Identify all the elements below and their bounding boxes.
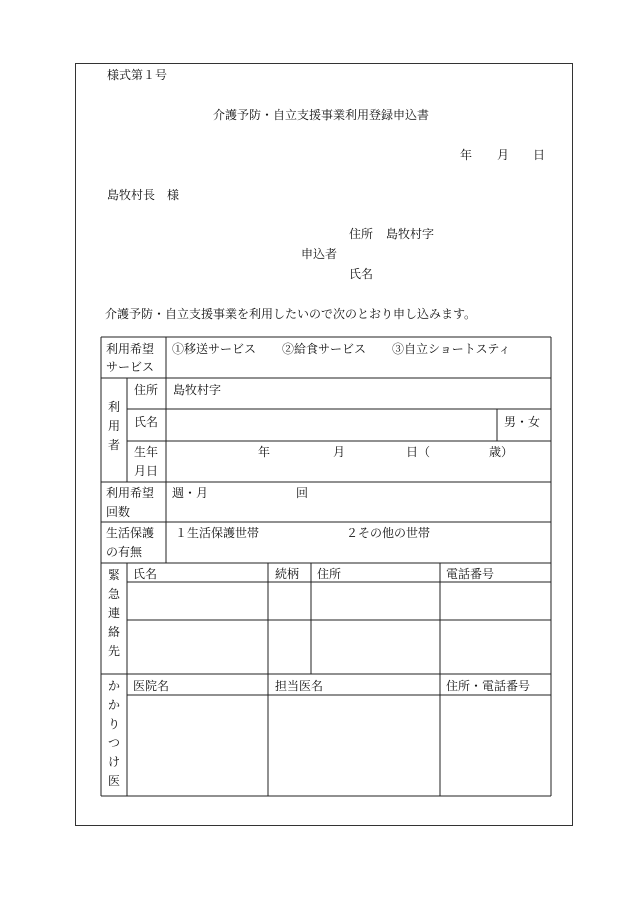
welfare-label-1: 生活保護 bbox=[106, 526, 155, 540]
service-label-1: 利用希望 bbox=[106, 342, 155, 356]
user-birth-day: 日（ bbox=[406, 445, 431, 459]
welfare-option-2: ２その他の世帯 bbox=[346, 526, 431, 540]
doctor-header-physician: 担当医名 bbox=[275, 679, 324, 693]
emergency-header-relation: 続柄 bbox=[275, 567, 300, 581]
applicant-address-value: 島牧村字 bbox=[386, 227, 435, 241]
date-month: 月 bbox=[497, 148, 510, 162]
applicant-address-label: 住所 bbox=[349, 227, 374, 241]
service-option-1: ①移送サービス bbox=[172, 342, 257, 356]
frequency-unit: 週・月 bbox=[172, 486, 209, 500]
applicant-label: 申込者 bbox=[301, 247, 338, 261]
user-birth-age: 歳） bbox=[489, 445, 514, 459]
user-gender: 男・女 bbox=[504, 415, 541, 429]
intro-text: 介護予防・自立支援事業を利用したいので次のとおり申し込みます。 bbox=[105, 307, 477, 321]
user-birth-label-1: 生年 bbox=[134, 445, 159, 459]
service-label-2: サービス bbox=[106, 360, 155, 374]
emergency-header-phone: 電話番号 bbox=[446, 567, 495, 581]
user-birth-month: 月 bbox=[333, 445, 346, 459]
doctor-section-label: かかりつけ医 bbox=[107, 679, 120, 788]
applicant-name-label: 氏名 bbox=[349, 267, 374, 281]
service-option-3: ③自立ショートスティ bbox=[392, 342, 511, 356]
emergency-header-name: 氏名 bbox=[133, 567, 158, 581]
doctor-header-clinic: 医院名 bbox=[133, 679, 170, 693]
emergency-header-address: 住所 bbox=[317, 567, 342, 581]
recipient: 島牧村長 様 bbox=[107, 188, 180, 202]
user-address-value: 島牧村字 bbox=[173, 383, 222, 397]
service-option-2: ②給食サービス bbox=[282, 342, 367, 356]
user-section-label: 利用者 bbox=[107, 400, 120, 452]
user-birth-year: 年 bbox=[258, 445, 271, 459]
user-name-label: 氏名 bbox=[134, 415, 159, 429]
user-birth-label-2: 月日 bbox=[134, 464, 159, 478]
welfare-option-1: １生活保護世帯 bbox=[175, 526, 260, 540]
frequency-times: 回 bbox=[296, 486, 309, 500]
frequency-label-1: 利用希望 bbox=[106, 486, 155, 500]
date-day: 日 bbox=[533, 148, 546, 162]
form-number: 様式第１号 bbox=[107, 68, 168, 82]
emergency-section-label: 緊急連絡先 bbox=[107, 568, 120, 658]
user-address-label: 住所 bbox=[134, 383, 159, 397]
doctor-header-contact: 住所・電話番号 bbox=[446, 679, 531, 693]
form-title: 介護予防・自立支援事業利用登録申込書 bbox=[213, 108, 430, 122]
frequency-label-2: 回数 bbox=[106, 505, 131, 519]
date-year: 年 bbox=[460, 148, 473, 162]
welfare-label-2: の有無 bbox=[106, 545, 143, 559]
